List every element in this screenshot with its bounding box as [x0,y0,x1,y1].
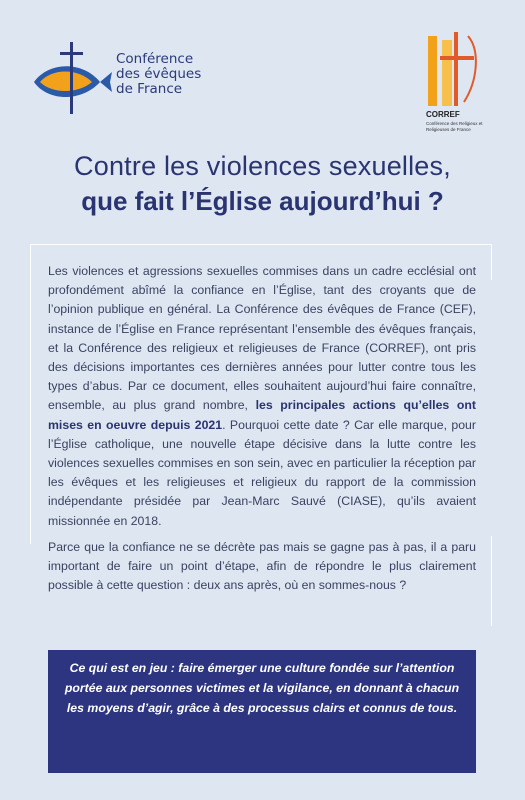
frame-right-border-top [491,244,492,280]
corref-cross-icon [420,30,490,110]
corref-subtitle: Conférence des Religieux et Religieuses de France [426,121,483,132]
frame-left-border [30,244,31,544]
frame-top-border [30,244,491,245]
intro-paragraph-1-end: . Pourquoi cette date ? Car elle marque, pour l’Église catholique, une nouvelle étape décisive dans la lutte contre les violences sexuelles commises en son sein, avec en particulier la réception par les évêques et les religieuses et religieux du rapport de la commission indépendante présidée par Jean-Marc Sauvé (CIASE), qu’ils avaient missionnée en 2018. [48,417,476,528]
cef-name-line2: des évêques [116,66,202,82]
cef-logo [30,38,210,128]
callout-text: Ce qui est en jeu : faire émerger une culture fondée sur l’attention portée aux personnes victimes et la vigilance, en donnant à chacun les moyens d’agir, grâce à des processus clairs et connus de tous. [64,661,460,715]
intro-text [48,262,476,602]
key-message-callout [48,650,476,773]
intro-highlight: les principales actions qu’elles ont mises en oeuvre depuis 2021 [48,398,476,432]
corref-name: CORREF [426,110,460,119]
cef-name-line1: Conférence [116,51,194,67]
page-title-line1: Contre les violences sexuelles, [74,151,451,181]
frame-right-border-bottom [491,536,492,626]
intro-paragraph-1 [48,262,476,531]
intro-paragraph-1-start: Les violences et agressions sexuelles commises dans un cadre ecclésial ont profondément abîmé la confiance en l’Église, tant des croyants que de l’opinion publique en général. La Conférence des évêques de France (CEF), instance de l’Église en France représentant l’ensemble des évêques français, et la Conférence des religieux et religieuses de France (CORREF), ont pris des décisions importantes ces dernières années pour lutter contre tous les types d’abus. Par ce document, elles souhaitent aujourd’hui faire connaître, ensemble, au plus grand nombre, [48,264,476,413]
intro-paragraph-2: Parce que la confiance ne se décrète pas mais se gagne pas à pas, il a paru important de faire un point d’étape, afin de répondre le plus clairement possible à cette question : deux ans après, où en sommes-nous ? [48,539,476,593]
page-title-line2: que fait l’Église aujourd’hui ? [81,186,444,216]
corref-logo [420,30,500,140]
cef-fish-cross-icon [30,38,120,118]
cef-name-line3: de France [116,81,183,97]
